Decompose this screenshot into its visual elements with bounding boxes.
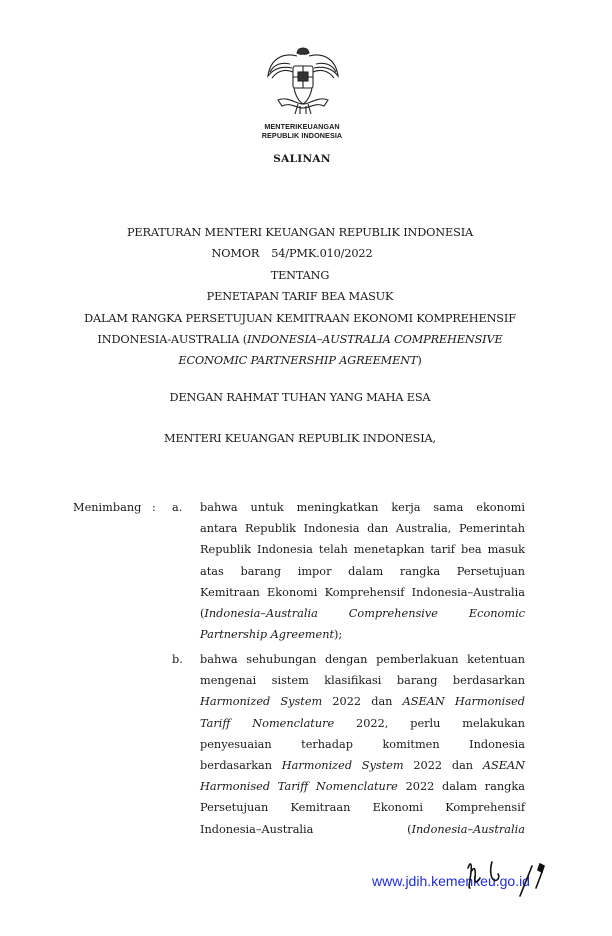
nomor-label: NOMOR xyxy=(211,247,260,261)
consideration-item-b xyxy=(200,649,525,840)
subject-line xyxy=(60,329,540,350)
subject-text: INDONESIA-AUSTRALIA ( xyxy=(97,333,247,347)
consideration-item-a xyxy=(200,497,525,645)
ministry-name: MENTERIKEUANGAN xyxy=(264,122,340,131)
menimbang-label: Menimbang xyxy=(73,501,142,514)
authority-statement: MENTERI KEUANGAN REPUBLIK INDONESIA, xyxy=(164,432,436,445)
garuda-emblem-icon xyxy=(262,42,344,118)
item-line: atas barang impor dalam rangka Persetujuan xyxy=(200,564,525,578)
nomor-value: 54/PMK.010/2022 xyxy=(271,247,373,261)
subject-line: DALAM RANGKA PERSETUJUAN KEMITRAAN EKONOMI KOMPREHENSIF xyxy=(84,311,516,325)
item-line: Harmonised Tariff Nomenclature 2022 dalam rangka xyxy=(200,780,525,794)
item-line: (Indonesia–Australia Comprehensive Economic xyxy=(200,607,526,621)
copy-label: SALINAN xyxy=(273,153,331,165)
jdih-website-link[interactable]: www.jdih.kemenkeu.go.id xyxy=(372,873,530,889)
ministry-country: REPUBLIK INDONESIA xyxy=(261,131,343,140)
regulation-number xyxy=(52,243,532,264)
menimbang-colon: : xyxy=(152,501,156,514)
item-line: bahwa untuk meningkatkan kerja sama ekonomi xyxy=(200,501,525,514)
item-line: Republik Indonesia telah menetapkan tarif bea masuk xyxy=(200,543,525,557)
regulation-title xyxy=(60,222,540,372)
item-line: Harmonized System 2022 dan ASEAN Harmonised xyxy=(200,695,525,709)
item-line: Partnership Agreement); xyxy=(200,628,343,642)
subject-italic-text: INDONESIA–AUSTRALIA COMPREHENSIVE xyxy=(246,333,503,347)
item-letter: b. xyxy=(172,653,183,666)
invocation: DENGAN RAHMAT TUHAN YANG MAHA ESA xyxy=(169,391,431,404)
item-line: berdasarkan Harmonized System 2022 dan ASEAN xyxy=(200,759,525,773)
item-line: penyesuaian terhadap komitmen Indonesia xyxy=(200,737,525,751)
item-line: antara Republik Indonesia dan Australia, Pemerintah xyxy=(200,522,525,536)
signature-icon xyxy=(462,858,558,900)
title-line: PERATURAN MENTERI KEUANGAN REPUBLIK INDONESIA xyxy=(126,226,474,239)
ministry-letterhead xyxy=(200,122,404,140)
subject-line: PENETAPAN TARIF BEA MASUK xyxy=(206,290,394,304)
subject-italic-text: ECONOMIC PARTNERSHIP AGREEMENT xyxy=(178,354,418,368)
subject-line xyxy=(60,350,540,371)
item-line: mengenai sistem klasifikasi barang berdasarkan xyxy=(200,674,525,688)
item-letter: a. xyxy=(172,501,183,514)
subject-text: ) xyxy=(417,354,422,368)
item-line: Kemitraan Ekonomi Komprehensif Indonesia–Australia xyxy=(200,585,525,599)
item-line: Tariff Nomenclature 2022, perlu melakukan xyxy=(200,716,525,730)
item-line: bahwa sehubungan dengan pemberlakuan ketentuan xyxy=(200,653,525,666)
tentang-label: TENTANG xyxy=(270,268,330,282)
item-line: Persetujuan Kemitraan Ekonomi Komprehensif xyxy=(200,801,525,815)
item-line: Indonesia–Australia (Indonesia–Australia xyxy=(200,822,525,836)
